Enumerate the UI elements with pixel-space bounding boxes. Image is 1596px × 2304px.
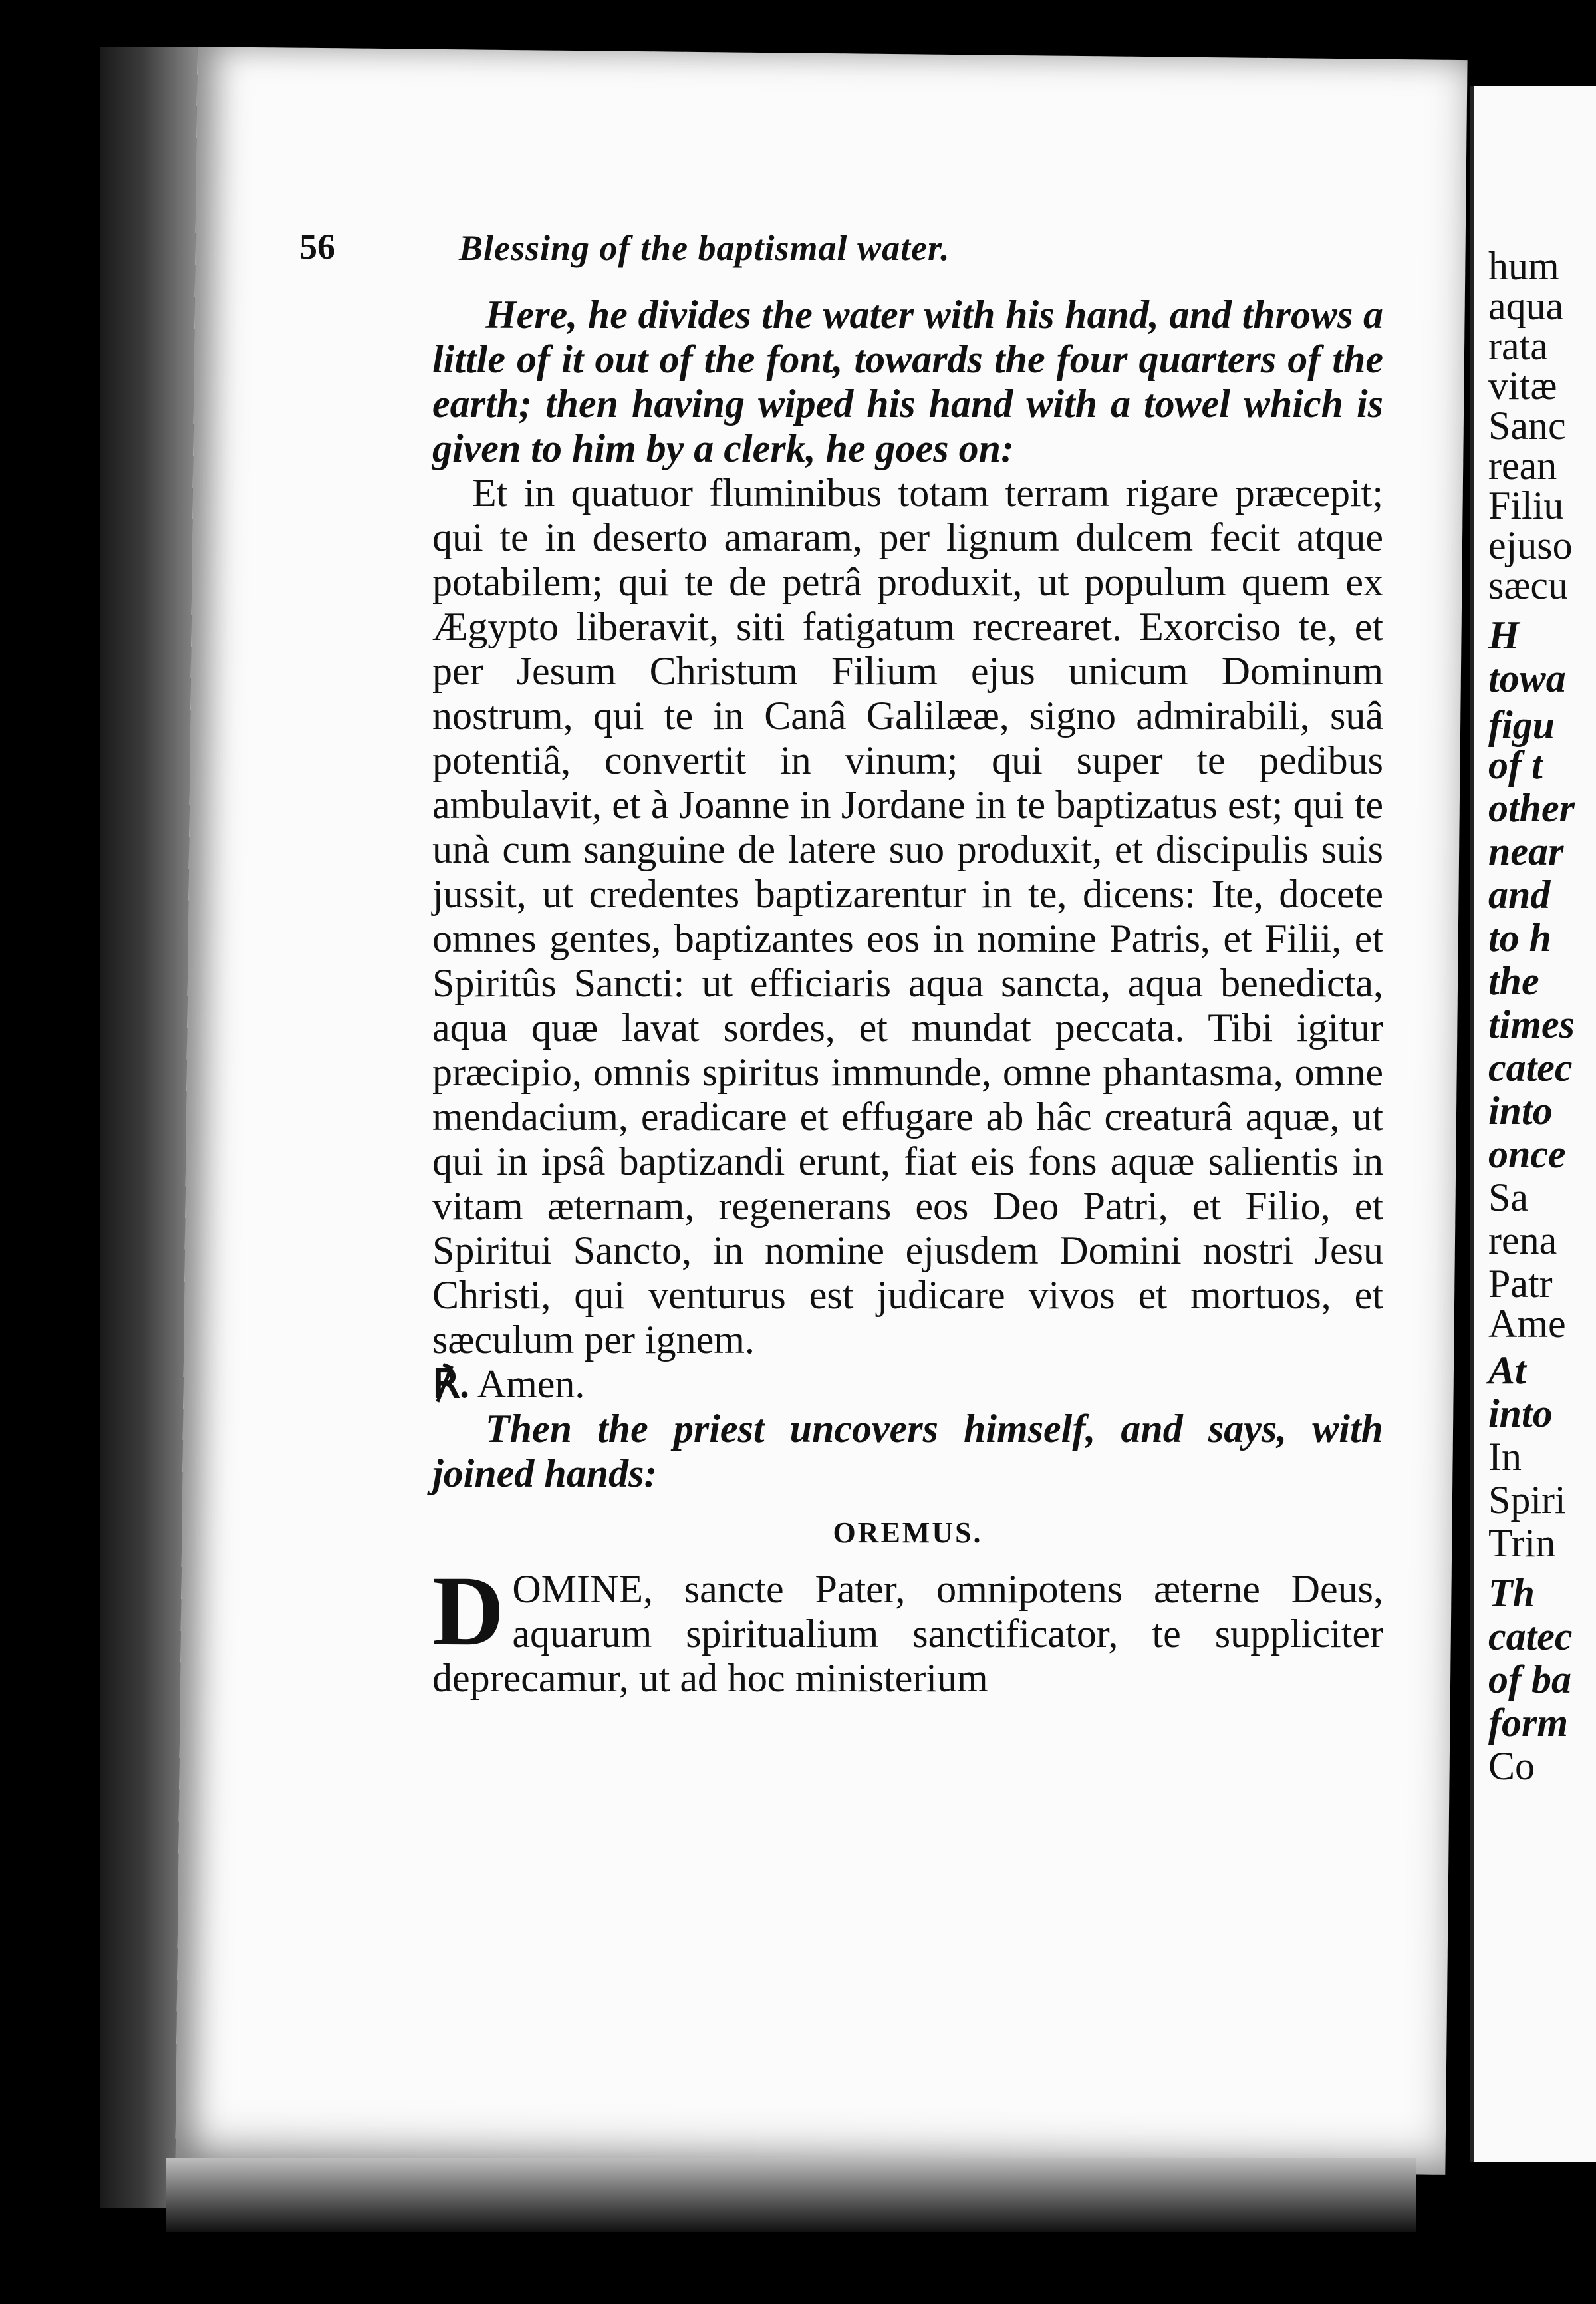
facing-page-line: rata: [1488, 324, 1548, 368]
facing-page-line: near: [1488, 829, 1564, 873]
rubric-divides-water: Here, he divides the water with his hand, and throws a little of it out of the font, towards the four quarters of the earth; then having wiped his hand with a towel which is given to him by a clerk, he goes on:: [432, 293, 1383, 470]
facing-page-line: ejuso: [1488, 523, 1573, 567]
page-bottom-edge: [166, 2158, 1416, 2232]
facing-page-line: Patr: [1488, 1262, 1553, 1306]
facing-page-line: sæcu: [1488, 563, 1568, 607]
facing-page-line: aqua: [1488, 284, 1564, 328]
rubric-uncovers: Then the priest uncovers himself, and says, with joined hands:: [432, 1407, 1383, 1495]
facing-page-line: into: [1488, 1391, 1553, 1435]
facing-page-line: rena: [1488, 1219, 1557, 1262]
exorcism-body: Et in quatuor fluminibus totam terram rigare præcepit; qui te in deserto amaram, per lignum dulcem fecit atque potabilem; qui te de petrâ produxit, ut populum quem ex Ægypto liberavit, siti fatigatum recrearet. Exorciso te, et per Jesum Christum Filium ejus unicum Dominum nostrum, qui te in Canâ Galilææ, signo admirabili, suâ potentiâ, convertit in vinum; qui super te pedibus ambulavit, et à Joanne in Jordane in te baptizatus est; qui te unà cum sanguine de latere suo produxit, et discipulis suis jussit, ut credentes baptizarentur in te, dicens: Ite, docete omnes gentes, baptizantes eos in nomine Patris, et Filii, et Spiritûs Sancti: ut efficiaris aqua sancta, aqua benedicta, aqua quæ lavat sordes, et mundat peccata. Tibi igitur præcipio, omnis spiritus immunde, omne phantasma, omne mendacium, eradicare et effugare ab hâc creaturâ aquæ, ut qui in ipsâ baptizandi erunt, fiat eis fons aquæ salientis in vitam æternam, regenerans eos Deo Patri, et Filio, et Spiritui Sancto, in nomine ejusdem Domini nostri Jesu Christi, qui venturus est judicare vivos et mortuos, et sæculum per ignem.: [432, 471, 1383, 1362]
facing-page-line: other: [1488, 786, 1575, 830]
facing-page-line: Spiri: [1488, 1478, 1566, 1522]
facing-page-line: into: [1488, 1089, 1553, 1133]
page-header: [299, 226, 1264, 286]
facing-page-line: At: [1488, 1348, 1526, 1392]
response-mark: ℟.: [432, 1362, 470, 1406]
response-amen: Amen.: [477, 1362, 585, 1406]
facing-page-line: Ame: [1488, 1302, 1566, 1346]
facing-page-line: of ba: [1488, 1657, 1571, 1701]
exorcism-text: [432, 471, 1383, 1407]
facing-page-line: Co: [1488, 1744, 1535, 1788]
page-body: [432, 293, 1383, 1701]
domine-prayer: [432, 1556, 1383, 1701]
facing-page-line: to h: [1488, 916, 1552, 960]
facing-page-line: Sa: [1488, 1175, 1528, 1219]
facing-page-line: once: [1488, 1132, 1566, 1176]
facing-page-line: Sanc: [1488, 404, 1566, 448]
page-number: 56: [299, 227, 335, 267]
facing-page-line: catec: [1488, 1046, 1573, 1089]
facing-page-line: In: [1488, 1435, 1522, 1479]
facing-page-line: the: [1488, 959, 1539, 1003]
prayer-text: OMINE, sancte Pater, omnipotens æterne Deus, aquarum spiritualium sanctificator, te suppliciter deprecamur, ut ad hoc ministerium: [432, 1567, 1383, 1700]
facing-page-line: Trin: [1488, 1521, 1556, 1565]
facing-page-line: towa: [1488, 656, 1566, 700]
facing-page-fragment: [1470, 86, 1596, 2162]
facing-page-line: form: [1488, 1701, 1568, 1745]
facing-page-line: hum: [1488, 244, 1559, 288]
drop-cap: D: [432, 1556, 505, 1666]
oremus-heading: OREMUS.: [833, 1516, 983, 1549]
running-head: Blessing of the baptismal water.: [459, 228, 950, 268]
facing-page-line: H: [1488, 613, 1520, 657]
facing-page-line: vitæ: [1488, 364, 1557, 408]
facing-page-line: and: [1488, 873, 1551, 917]
facing-page-line: rean: [1488, 444, 1557, 488]
facing-page-line: times: [1488, 1002, 1575, 1046]
facing-page-line: catec: [1488, 1614, 1573, 1658]
facing-page-line: of t: [1488, 743, 1543, 787]
facing-page-line: figu: [1488, 703, 1555, 747]
facing-page-line: Th: [1488, 1571, 1535, 1615]
facing-page-line: Filiu: [1488, 484, 1564, 527]
